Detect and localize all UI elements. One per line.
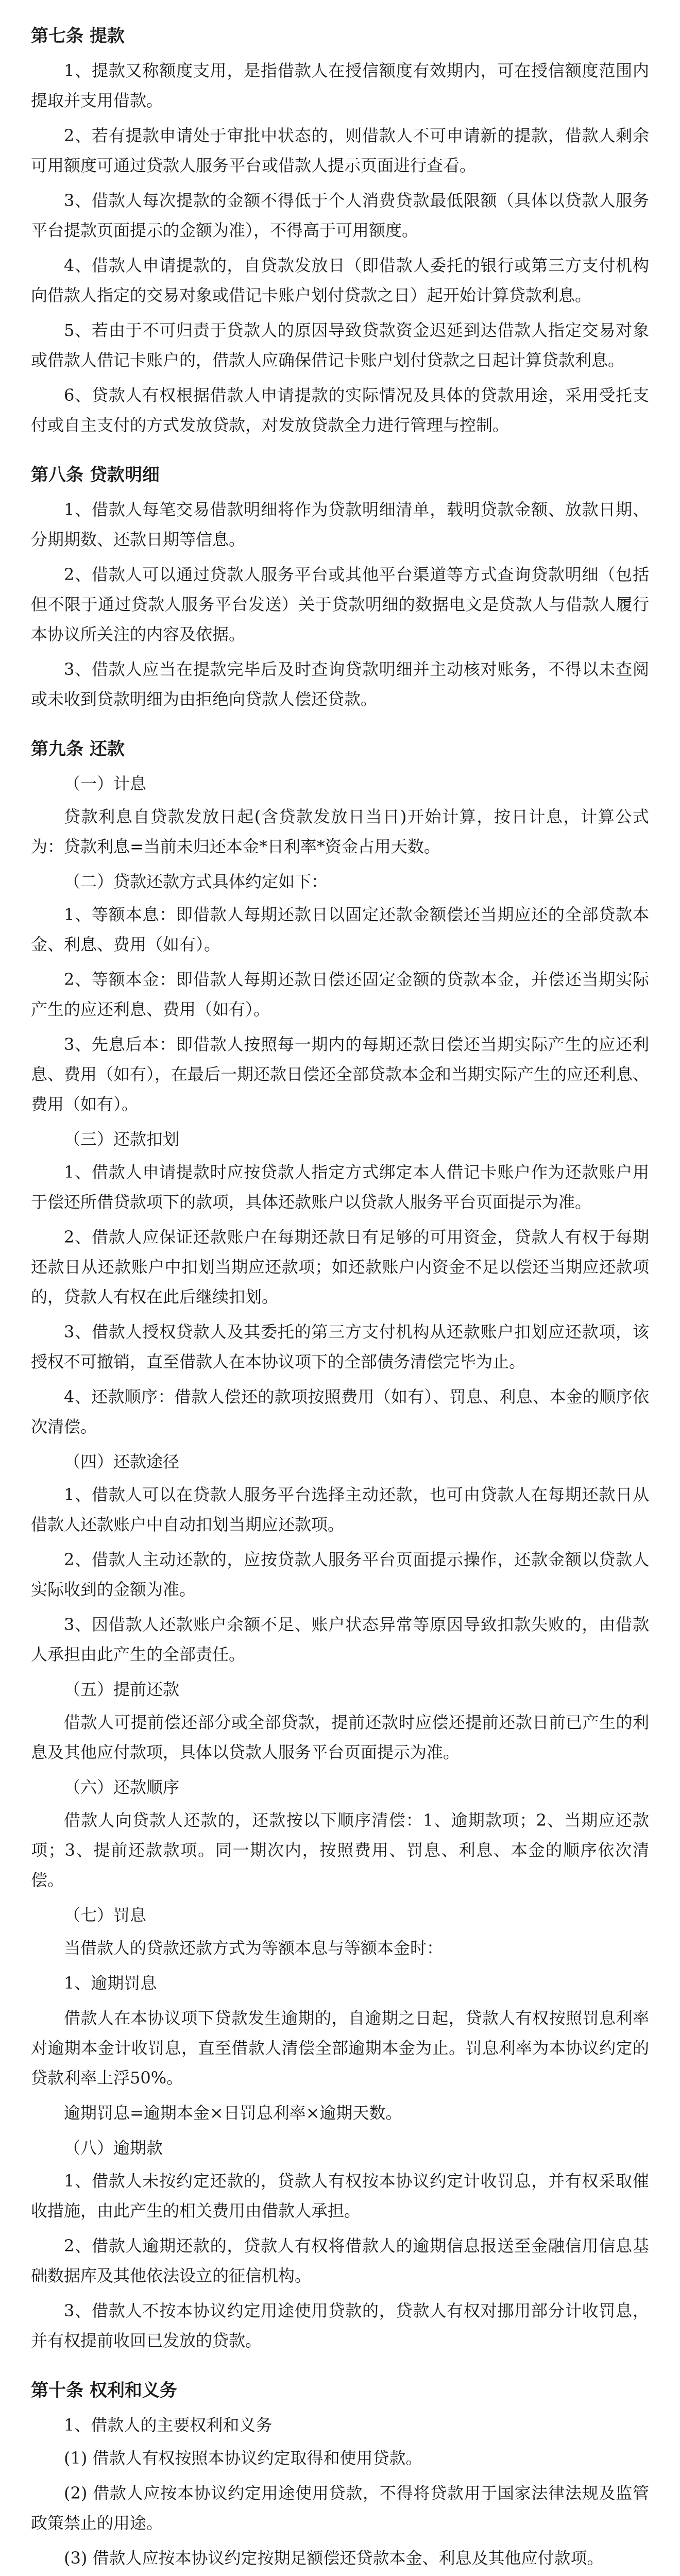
article-8 xyxy=(31,460,649,714)
paragraph: 3、借款人不按本协议约定用途使用贷款的，贷款人有权对挪用部分计收罚息，并有权提前收回已发放的贷款。 xyxy=(31,2301,649,2350)
paragraph: 3、借款人授权贷款人及其委托的第三方支付机构从还款账户扣划应还款项，该授权不可撤销，直至借款人在本协议项下的全部债务清偿完毕为止。 xyxy=(31,1322,649,1371)
paragraph: 3、先息后本：即借款人按照每一期内的每期还款日偿还当期实际产生的应还利息、费用（如有），在最后一期还款日偿还全部贷款本金和当期实际产生的应还利息、费用（如有）。 xyxy=(31,1035,650,1114)
paragraph: (2) 借款人应按本协议约定用途使用贷款，不得将贷款用于国家法律法规及监管政策禁止的用途。 xyxy=(31,2483,649,2533)
subsection-heading: （一）计息 xyxy=(64,774,147,793)
subsection-heading: （六）还款顺序 xyxy=(64,1777,180,1797)
article-title: 第十条 权利和义务 xyxy=(31,2380,177,2401)
paragraph: 2、等额本金：即借款人每期还款日偿还固定金额的贷款本金，并偿还当期实际产生的应还利息、费用（如有）。 xyxy=(31,970,649,1019)
paragraph: 1、等额本息：即借款人每期还款日以固定还款金额偿还当期应还的全部贷款本金、利息、费用（如有）。 xyxy=(31,905,649,954)
article-title: 第八条 贷款明细 xyxy=(31,465,160,485)
paragraph: 借款人在本协议项下贷款发生逾期的，自逾期之日起，贷款人有权按照罚息利率对逾期本金计收罚息，直至借款人清偿全部逾期本金为止。罚息利率为本协议约定的贷款利率上浮50%。 xyxy=(31,2008,649,2088)
paragraph: 3、因借款人还款账户余额不足、账户状态异常等原因导致扣款失败的，由借款人承担由此产生的全部责任。 xyxy=(31,1615,649,1664)
formula: 逾期罚息=逾期本金×日罚息利率×逾期天数。 xyxy=(64,2103,402,2123)
paragraph: (3) 借款人应按本协议约定按期足额偿还贷款本金、利息及其他应付款项。 xyxy=(64,2548,604,2568)
paragraph: 2、借款人应保证还款账户在每期还款日有足够的可用资金，贷款人有权于每期还款日从还款账户中扣划当期应还款项；如还款账户内资金不足以偿还当期应还款项的，贷款人有权在此后继续扣划。 xyxy=(31,1227,649,1307)
subsection-heading: （二）贷款还款方式具体约定如下： xyxy=(64,872,328,891)
paragraph: 2、若有提款申请处于审批中状态的，则借款人不可申请新的提款，借款人剩余可用额度可通过贷款人服务平台或借款人提示页面进行查看。 xyxy=(31,126,649,175)
paragraph: 1、借款人可以在贷款人服务平台选择主动还款，也可由贷款人在每期还款日从借款人还款账户中自动扣划当期应还款项。 xyxy=(31,1485,649,1534)
paragraph: 贷款利息自贷款发放日起(含贷款发放日当日)开始计算，按日计息，计算公式为：贷款利息=当前未归还本金*日利率*资金占用天数。 xyxy=(31,807,649,856)
paragraph: 6、贷款人有权根据借款人申请提款的实际情况及具体的贷款用途，采用受托支付或自主支付的方式发放贷款，对发放贷款全力进行管理与控制。 xyxy=(31,385,649,435)
paragraph: 4、借款人申请提款的，自贷款发放日（即借款人委托的银行或第三方支付机构向借款人指定的交易对象或借记卡账户划付贷款之日）起开始计算贷款利息。 xyxy=(31,256,649,305)
paragraph: (1) 借款人有权按照本协议约定取得和使用贷款。 xyxy=(64,2448,422,2468)
subsection-heading: 1、借款人的主要权利和义务 xyxy=(64,2415,273,2435)
subsection-heading: （七）罚息 xyxy=(64,1905,147,1925)
paragraph: 1、逾期罚息 xyxy=(64,1973,157,1993)
paragraph: 1、借款人每笔交易借款明细将作为贷款明细清单，载明贷款金额、放款日期、分期期数、还款日期等信息。 xyxy=(31,500,649,549)
paragraph: 2、借款人逾期还款的，贷款人有权将借款人的逾期信息报送至金融信用信息基础数据库及其他依法设立的征信机构。 xyxy=(31,2236,649,2285)
paragraph: 1、借款人未按约定还款的，贷款人有权按本协议约定计收罚息，并有权采取催收措施，由此产生的相关费用由借款人承担。 xyxy=(31,2171,649,2221)
article-title: 第九条 还款 xyxy=(31,739,125,759)
paragraph: 1、提款又称额度支用，是指借款人在授信额度有效期内，可在授信额度范围内提取并支用借款。 xyxy=(31,61,649,110)
paragraph: 当借款人的贷款还款方式为等额本息与等额本金时： xyxy=(64,1938,444,1958)
paragraph: 2、借款人主动还款的，应按贷款人服务平台页面提示操作，还款金额以贷款人实际收到的金额为准。 xyxy=(31,1550,649,1599)
paragraph: 1、借款人申请提款时应按贷款人指定方式绑定本人借记卡账户作为还款账户用于偿还所借贷款项下的款项，具体还款账户以贷款人服务平台页面提示为准。 xyxy=(31,1162,649,1212)
paragraph: 5、若由于不可归责于贷款人的原因导致贷款资金迟延到达借款人指定交易对象或借款人借记卡账户的，借款人应确保借记卡账户划付贷款之日起计算贷款利息。 xyxy=(31,320,649,370)
paragraph: 借款人可提前偿还部分或全部贷款，提前还款时应偿还提前还款日前已产生的利息及其他应付款项，具体以贷款人服务平台页面提示为准。 xyxy=(31,1713,649,1762)
paragraph: 3、借款人每次提款的金额不得低于个人消费贷款最低限额（具体以贷款人服务平台提款页面提示的金额为准），不得高于可用额度。 xyxy=(31,191,649,240)
subsection-heading: （三）还款扣划 xyxy=(64,1129,180,1149)
subsection-heading: （四）还款途径 xyxy=(64,1452,180,1471)
paragraph: 借款人向贷款人还款的，还款按以下顺序清偿：1、逾期款项；2、当期应还款项；3、提前还款款项。同一期次内，按照费用、罚息、利息、本金的顺序依次清偿。 xyxy=(31,1810,649,1890)
article-title: 第七条 提款 xyxy=(31,26,125,46)
article-7 xyxy=(31,21,649,440)
paragraph: 3、借款人应当在提款完毕后及时查询贷款明细并主动核对账务，不得以未查阅或未收到贷款明细为由拒绝向贷款人偿还贷款。 xyxy=(31,659,649,709)
article-10 xyxy=(31,2375,649,2576)
paragraph: 4、还款顺序：借款人偿还的款项按照费用（如有）、罚息、利息、本金的顺序依次清偿。 xyxy=(31,1387,649,1436)
article-9 xyxy=(31,734,649,2355)
paragraph: 2、借款人可以通过贷款人服务平台或其他平台渠道等方式查询贷款明细（包括但不限于通过贷款人服务平台发送）关于贷款明细的数据电文是贷款人与借款人履行本协议所关注的内容及依据。 xyxy=(31,565,649,644)
subsection-heading: （八）逾期款 xyxy=(64,2138,163,2158)
subsection-heading: （五）提前还款 xyxy=(64,1680,180,1699)
